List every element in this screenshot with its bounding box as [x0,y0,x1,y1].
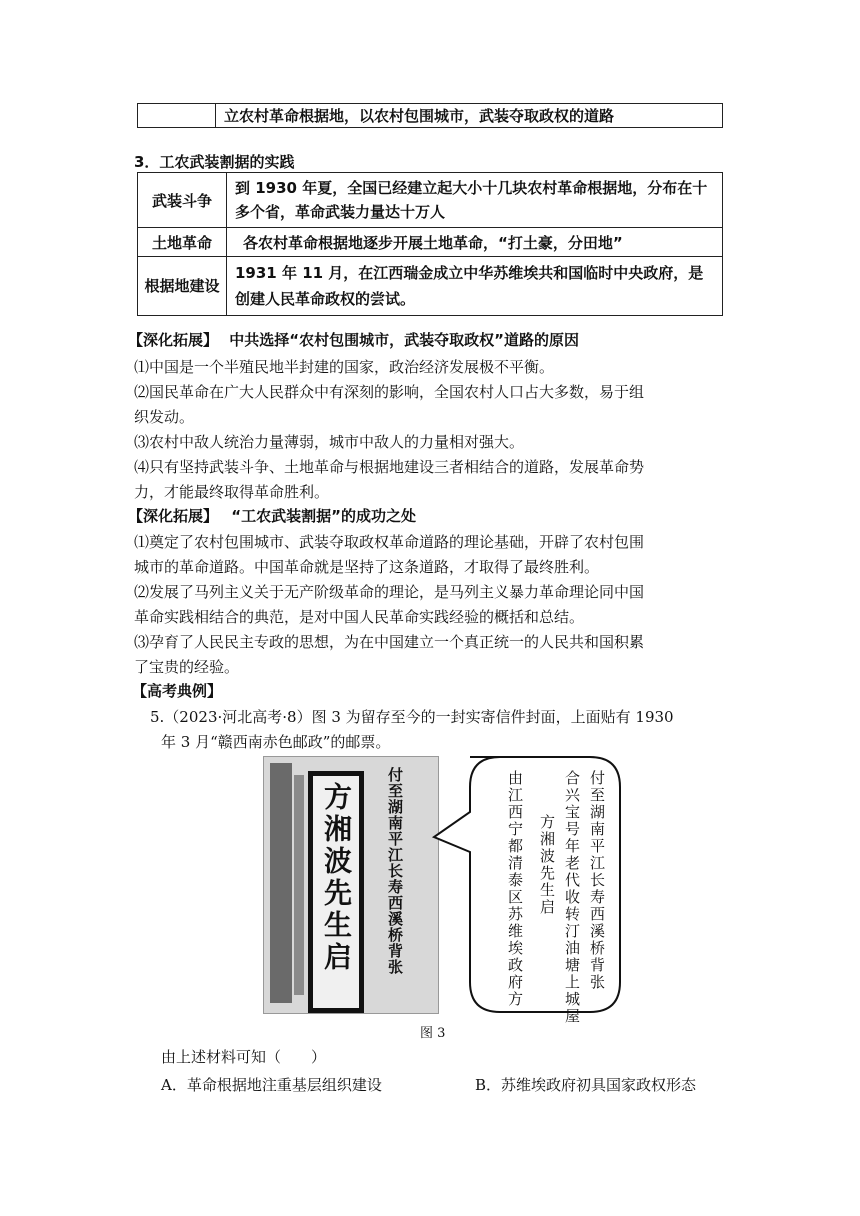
extension-tag: 【深化拓展】 [128,507,219,525]
extension-2-line: 城市的革命道路。中国革命就是坚持了这条道路，才取得了最终胜利。 [134,558,600,576]
question-line: 年 3 月“赣西南赤色邮政”的邮票。 [161,733,391,751]
extension-2-line: 了宝贵的经验。 [134,658,240,676]
extension-tag: 【深化拓展】 [128,331,219,349]
exam-heading: 【高考典例】 [132,682,223,700]
row-label-armed-struggle: 武装斗争 [138,173,227,228]
extension-1-line: 力，才能最终取得革命胜利。 [134,483,330,501]
extension-title: “工农武装割据”的成功之处 [231,507,416,525]
question-stem: 由上述材料可知（ ） [161,1048,327,1066]
envelope-center-text: 方湘波先生启 [320,782,353,974]
extension-heading-2 [128,505,416,526]
extension-2-line: ⑶孕育了人民民主专政的思想，为在中国建立一个真正统一的人民共和国积累 [134,633,645,651]
extension-1-line: ⑶农村中敌人统治力量薄弱，城市中敌人的力量相对强大。 [134,433,525,451]
extension-2-line: 革命实践相结合的典范，是对中国人民革命实践经验的概括和总结。 [134,608,585,626]
extension-1-line: ⑴中国是一个半殖民地半封建的国家，政治经济发展极不平衡。 [134,358,555,376]
stamp-strip [294,775,304,995]
address-label-box [308,771,364,1013]
section-title: 3．工农武装割据的实践 [134,153,295,171]
option-b: B．苏维埃政府初具国家政权形态 [475,1076,697,1094]
envelope-side-text: 付至湖南平江长寿西溪桥背张 [386,767,404,975]
top-table-left-cell [138,104,216,128]
stamp-strip [270,763,292,1003]
row-content-base-building: 1931 年 11 月，在江西瑞金成立中华苏维埃共和国临时中央政府，是创建人民革命政权的尝试。 [227,257,723,316]
extension-1-line: ⑵国民革命在广大人民群众中有深刻的影响，全国农村人口占大多数，易于组 [134,383,645,401]
envelope-photo [263,756,439,1014]
bubble-line: 由江西宁都清泰区苏维埃政府方 [506,770,524,1008]
option-a: A．革命根据地注重基层组织建设 [161,1076,382,1094]
row-content-land-revolution: 各农村革命根据地逐步开展土地革命，“打土豪，分田地” [227,228,723,257]
extension-2-line: ⑴奠定了农村包围城市、武装夺取政权革命道路的理论基础，开辟了农村包围 [134,533,645,551]
figure-caption: 图 3 [420,1026,446,1041]
row-content-armed-struggle: 到 1930 年夏，全国已经建立起大小十几块农村革命根据地，分布在十多个省，革命武装力量达十万人 [227,173,723,228]
row-label-land-revolution: 土地革命 [138,228,227,257]
question-line: 5.（2023·河北高考·8）图 3 为留存至今的一封实寄信件封面，上面贴有 1930 [150,708,674,726]
bubble-line: 付至湖南平江长寿西溪桥背张 [588,770,606,991]
top-table [137,103,723,128]
extension-heading-1 [128,329,579,350]
extension-2-line: ⑵发展了马列主义关于无产阶级革命的理论，是马列主义暴力革命理论同中国 [134,583,645,601]
row-label-base-building: 根据地建设 [138,257,227,316]
bubble-line: 合兴宝号年老代收转汀油塘上城屋 [563,770,581,1025]
extension-1-line: 织发动。 [134,408,195,426]
extension-1-line: ⑷只有坚持武装斗争、土地革命与根据地建设三者相结合的道路，发展革命势 [134,458,645,476]
practice-table [137,172,723,316]
bubble-line: 方湘波先生启 [538,814,556,916]
top-table-right-cell: 立农村革命根据地，以农村包围城市，武装夺取政权的道路 [216,104,723,128]
extension-title: 中共选择“农村包围城市，武装夺取政权”道路的原因 [229,331,579,349]
